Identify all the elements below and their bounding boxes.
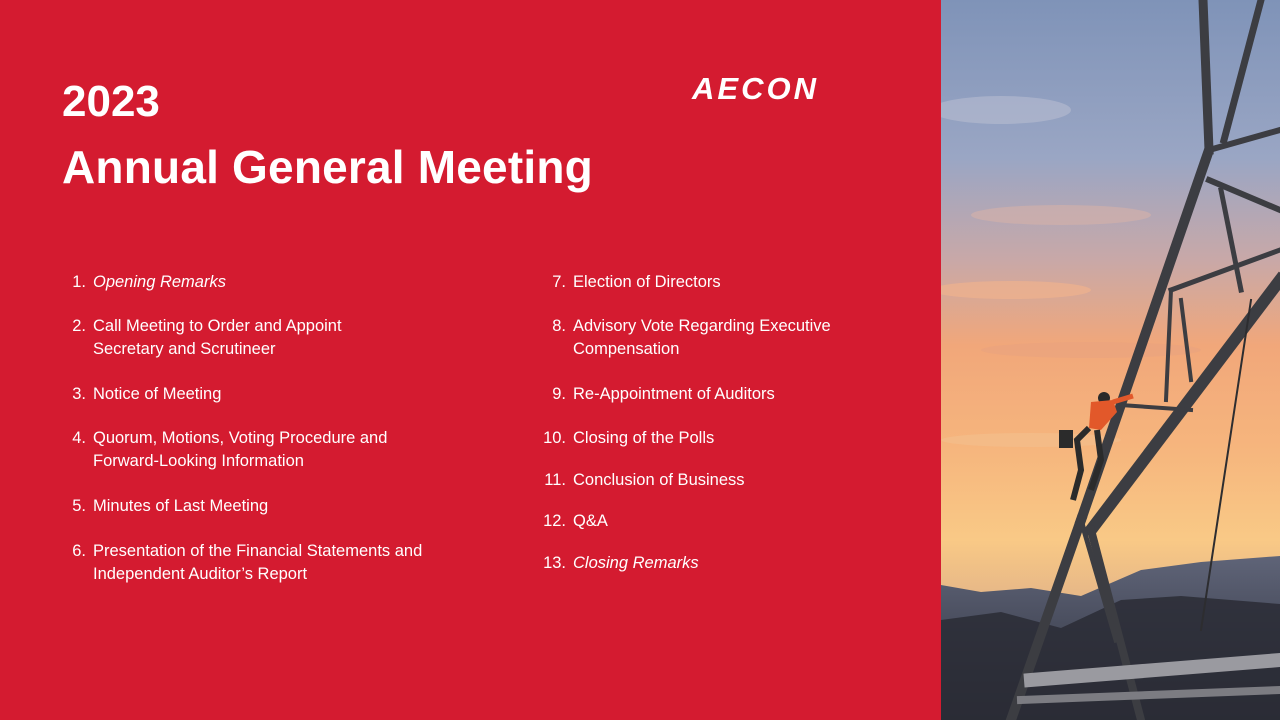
agenda-text: Advisory Vote Regarding Executive Compensation <box>573 317 831 358</box>
agenda-number: 8. <box>552 317 566 335</box>
agenda-item <box>72 383 473 406</box>
agenda-item <box>543 427 903 450</box>
agenda-item <box>72 427 415 473</box>
agenda-item <box>72 315 378 361</box>
agenda-text: Q&A <box>573 512 608 530</box>
agenda-number: 9. <box>552 385 566 403</box>
aecon-logo <box>690 72 852 106</box>
agenda-text: Presentation of the Financial Statements and Independent Auditor’s Report <box>93 542 423 583</box>
agenda-item <box>552 383 903 406</box>
agenda-number: 5. <box>72 497 86 515</box>
agenda-text: Conclusion of Business <box>573 471 745 489</box>
agenda-number: 12. <box>543 512 566 530</box>
agenda-item <box>543 552 903 575</box>
agenda-item <box>552 271 903 294</box>
title-year: 2023 <box>62 77 160 126</box>
agenda-text: Quorum, Motions, Voting Procedure and Forward-Looking Information <box>93 429 388 470</box>
logo-text: AECON <box>692 72 819 106</box>
agenda-text: Closing Remarks <box>573 554 699 572</box>
agenda-number: 6. <box>72 542 86 560</box>
agenda-item <box>72 271 473 294</box>
agenda-text: Re-Appointment of Auditors <box>573 385 775 403</box>
agenda-number: 1. <box>72 273 86 291</box>
agenda-text: Notice of Meeting <box>93 385 222 403</box>
agenda-item <box>544 469 903 492</box>
agenda-item <box>72 495 473 518</box>
agenda-number: 2. <box>72 317 86 335</box>
agenda-number: 11. <box>544 471 566 489</box>
agenda-number: 4. <box>72 429 86 447</box>
agenda-item <box>543 510 903 533</box>
tower-photo <box>941 0 1280 720</box>
agenda-number: 3. <box>72 385 86 403</box>
agenda-number: 13. <box>543 554 566 572</box>
agenda-item <box>552 315 858 361</box>
agenda-text: Closing of the Polls <box>573 429 715 447</box>
agenda-text: Opening Remarks <box>93 273 226 291</box>
agenda-text: Minutes of Last Meeting <box>93 497 269 515</box>
agenda-number: 7. <box>552 273 566 291</box>
lineworker-climbing-transmission-tower-icon <box>941 0 1280 720</box>
agenda-number: 10. <box>543 429 566 447</box>
agenda-text: Call Meeting to Order and Appoint Secretary and Scrutineer <box>93 317 342 358</box>
agenda-text: Election of Directors <box>573 273 721 291</box>
agenda-item <box>72 540 448 586</box>
page-title: Annual General Meeting <box>62 141 593 193</box>
